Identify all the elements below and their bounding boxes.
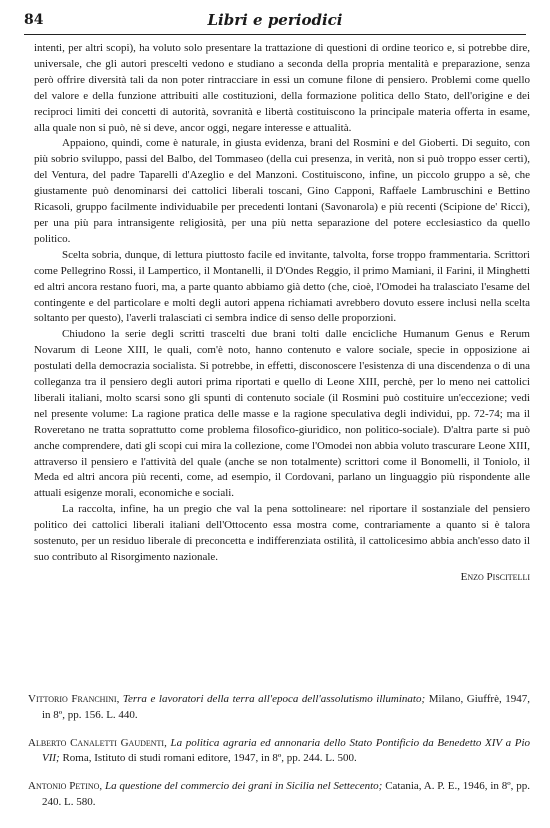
page-header: [24, 8, 526, 32]
entry-author: Antonio Petino,: [28, 780, 103, 793]
bibliography-entry: [28, 736, 530, 768]
entry-author: Vittorio Franchini,: [28, 693, 120, 705]
entry-author: Alberto Canaletti Gaudenti,: [28, 736, 167, 749]
paragraph-2: Appaiono, quindi, come è naturale, in giusta evidenza, brani del Rosmini e del Gioberti. Di seguito, con più sobrio sviluppo, passi del Balbo, del Tommaseo (della cui presenza, in verità, non si può troppo esser certi), del Ventura, del padre Taparelli d'Azeglio e del Manzoni. Costituiscono, infine, un piccolo gruppo a sè, che giustamente può denominarsi dei cattolici liberali toscani, Gino Capponi, Raffaele Lambruschini e Bettino Ricasoli, gruppo facilmente individuabile per precedenti lontani (Savonarola) e più recenti (Scipione de' Ricci), per una più para intransigente religiosità, per una più netta separazione del potere ecclesiastico da quello politico.: [34, 137, 530, 245]
bibliography-list: [28, 692, 530, 823]
review-text: [34, 41, 530, 586]
paragraph-4: Chiudono la serie degli scritti trascelti due brani tolti dalle encicliche Humanum Genus e Rerum Novarum di Leone XIII, le quali, com'è noto, hanno contenuto e valore sociale, specie in opposizione ai postulati della democrazia socialista. Si potrebbe, in effetti, disconoscere l'esistenza di una discendenza o di una colleganza tra il pensiero degli autori prima riportati e quello di Leone XIII, perchè, per lo meno nei cattolici liberali italiani, molto scarsi sono gli spunti di contenuto sociale (il Rosmini può costituire un'eccezione; vedi nel presente volume: La ragione pratica delle masse e la ragione speculativa degli individui, pp. 72-74; ma il Roveretano ne tratta soprattutto come problema filosofico-giuridico, non politico-sociale). D'altra parte si può anche comprendere, dati gli scopi cui mira la collezione, come l'Omodei non abbia voluto trascurare Leone XIII, attraverso il pensiero e l'attività del quale (anche se non totalmente) scrittori come il Bonomelli, il Toniolo, il Meda ed altri ancora più recenti, come, ad esempio, il Cordovani, parlano un linguaggio più rispondente alle attuali esigenze morali, economiche e sociali.: [34, 328, 530, 500]
bibliography-entry: [28, 692, 530, 724]
entry-details: Milano, Giuffrè, 1947, in 8º, pp. 156. L. 440.: [42, 693, 530, 721]
entry-details: Roma, Istituto di studi romani editore, 1947, in 8º, pp. 244. L. 500.: [62, 752, 357, 765]
paragraph-5: La raccolta, infine, ha un pregio che val la pena sottolineare: nel riportare il sostanziale del pensiero politico dei cattolici liberali italiani dell'Ottocento essa mostra come, contrariamente a quanto si è talora sostenuto, per un residuo liberale di preconcetta e indifferenziata ostilità, il cattolicesimo abbia anch'esso dato il suo contributo al Risorgimento nazionale.: [34, 503, 530, 563]
entry-title: La questione del commercio dei grani in Sicilia nel Settecento;: [104, 780, 383, 793]
header-rule: [24, 34, 526, 35]
entry-details: Catania, A. P. E., 1946, in 8º, pp. 240. L. 580.: [42, 780, 530, 808]
running-title: Libri e periodici: [207, 11, 343, 29]
bibliography-entry: [28, 779, 530, 811]
paragraph-3: Scelta sobria, dunque, di lettura piuttosto facile ed invitante, talvolta, forse troppo frammentaria. Scrittori come Pellegrino Rossi, il Lampertico, il Montanelli, il D'Ondes Reggio, il primo Mamiani, il Farini, il Minghetti ed altri ancora restano fuori, ma, a parte quanto abbiamo già detto (che, cioè, l'Omodei ha tralasciato l'esame del contingente e del particolare e molti degli autori appena richiamati avrebbero dovuto essere inclusi nella scelta soltanto per questo), l'averli tralasciati ci sembra indice di senso delle proporzioni.: [34, 248, 530, 325]
review-signature: Enzo Piscitelli: [460, 570, 530, 583]
entry-title: La politica agraria ed annonaria dello Stato Pontificio da Benedetto XIV a Pio VII;: [42, 736, 530, 765]
entry-title: Terra e lavoratori della terra all'epoca dell'assolutismo illuminato;: [122, 693, 426, 705]
paragraph-1: intenti, per altri scopi), ha voluto solo presentare la trattazione di questioni di ordine teorico e, si potrebbe dire, universale, che gli autori prescelti vedono e studiano a seconda della propria mentalità e preparazione, senza però offrire diversità tali da non poter rintracciare in essi un comune filone di pensiero. Problemi come quello del valore e della funzione attribuiti alle costituzioni, della formazione politica dello Stato, dell'origine e dei reciproci limiti dei concetti di autorità, sovranità e libertà costituiscono la principale materia offerta in esame, alla quale non si può, nè si deve, ancor oggi, negare interesse e attualità.: [34, 42, 530, 134]
page-number: 84: [24, 12, 44, 28]
